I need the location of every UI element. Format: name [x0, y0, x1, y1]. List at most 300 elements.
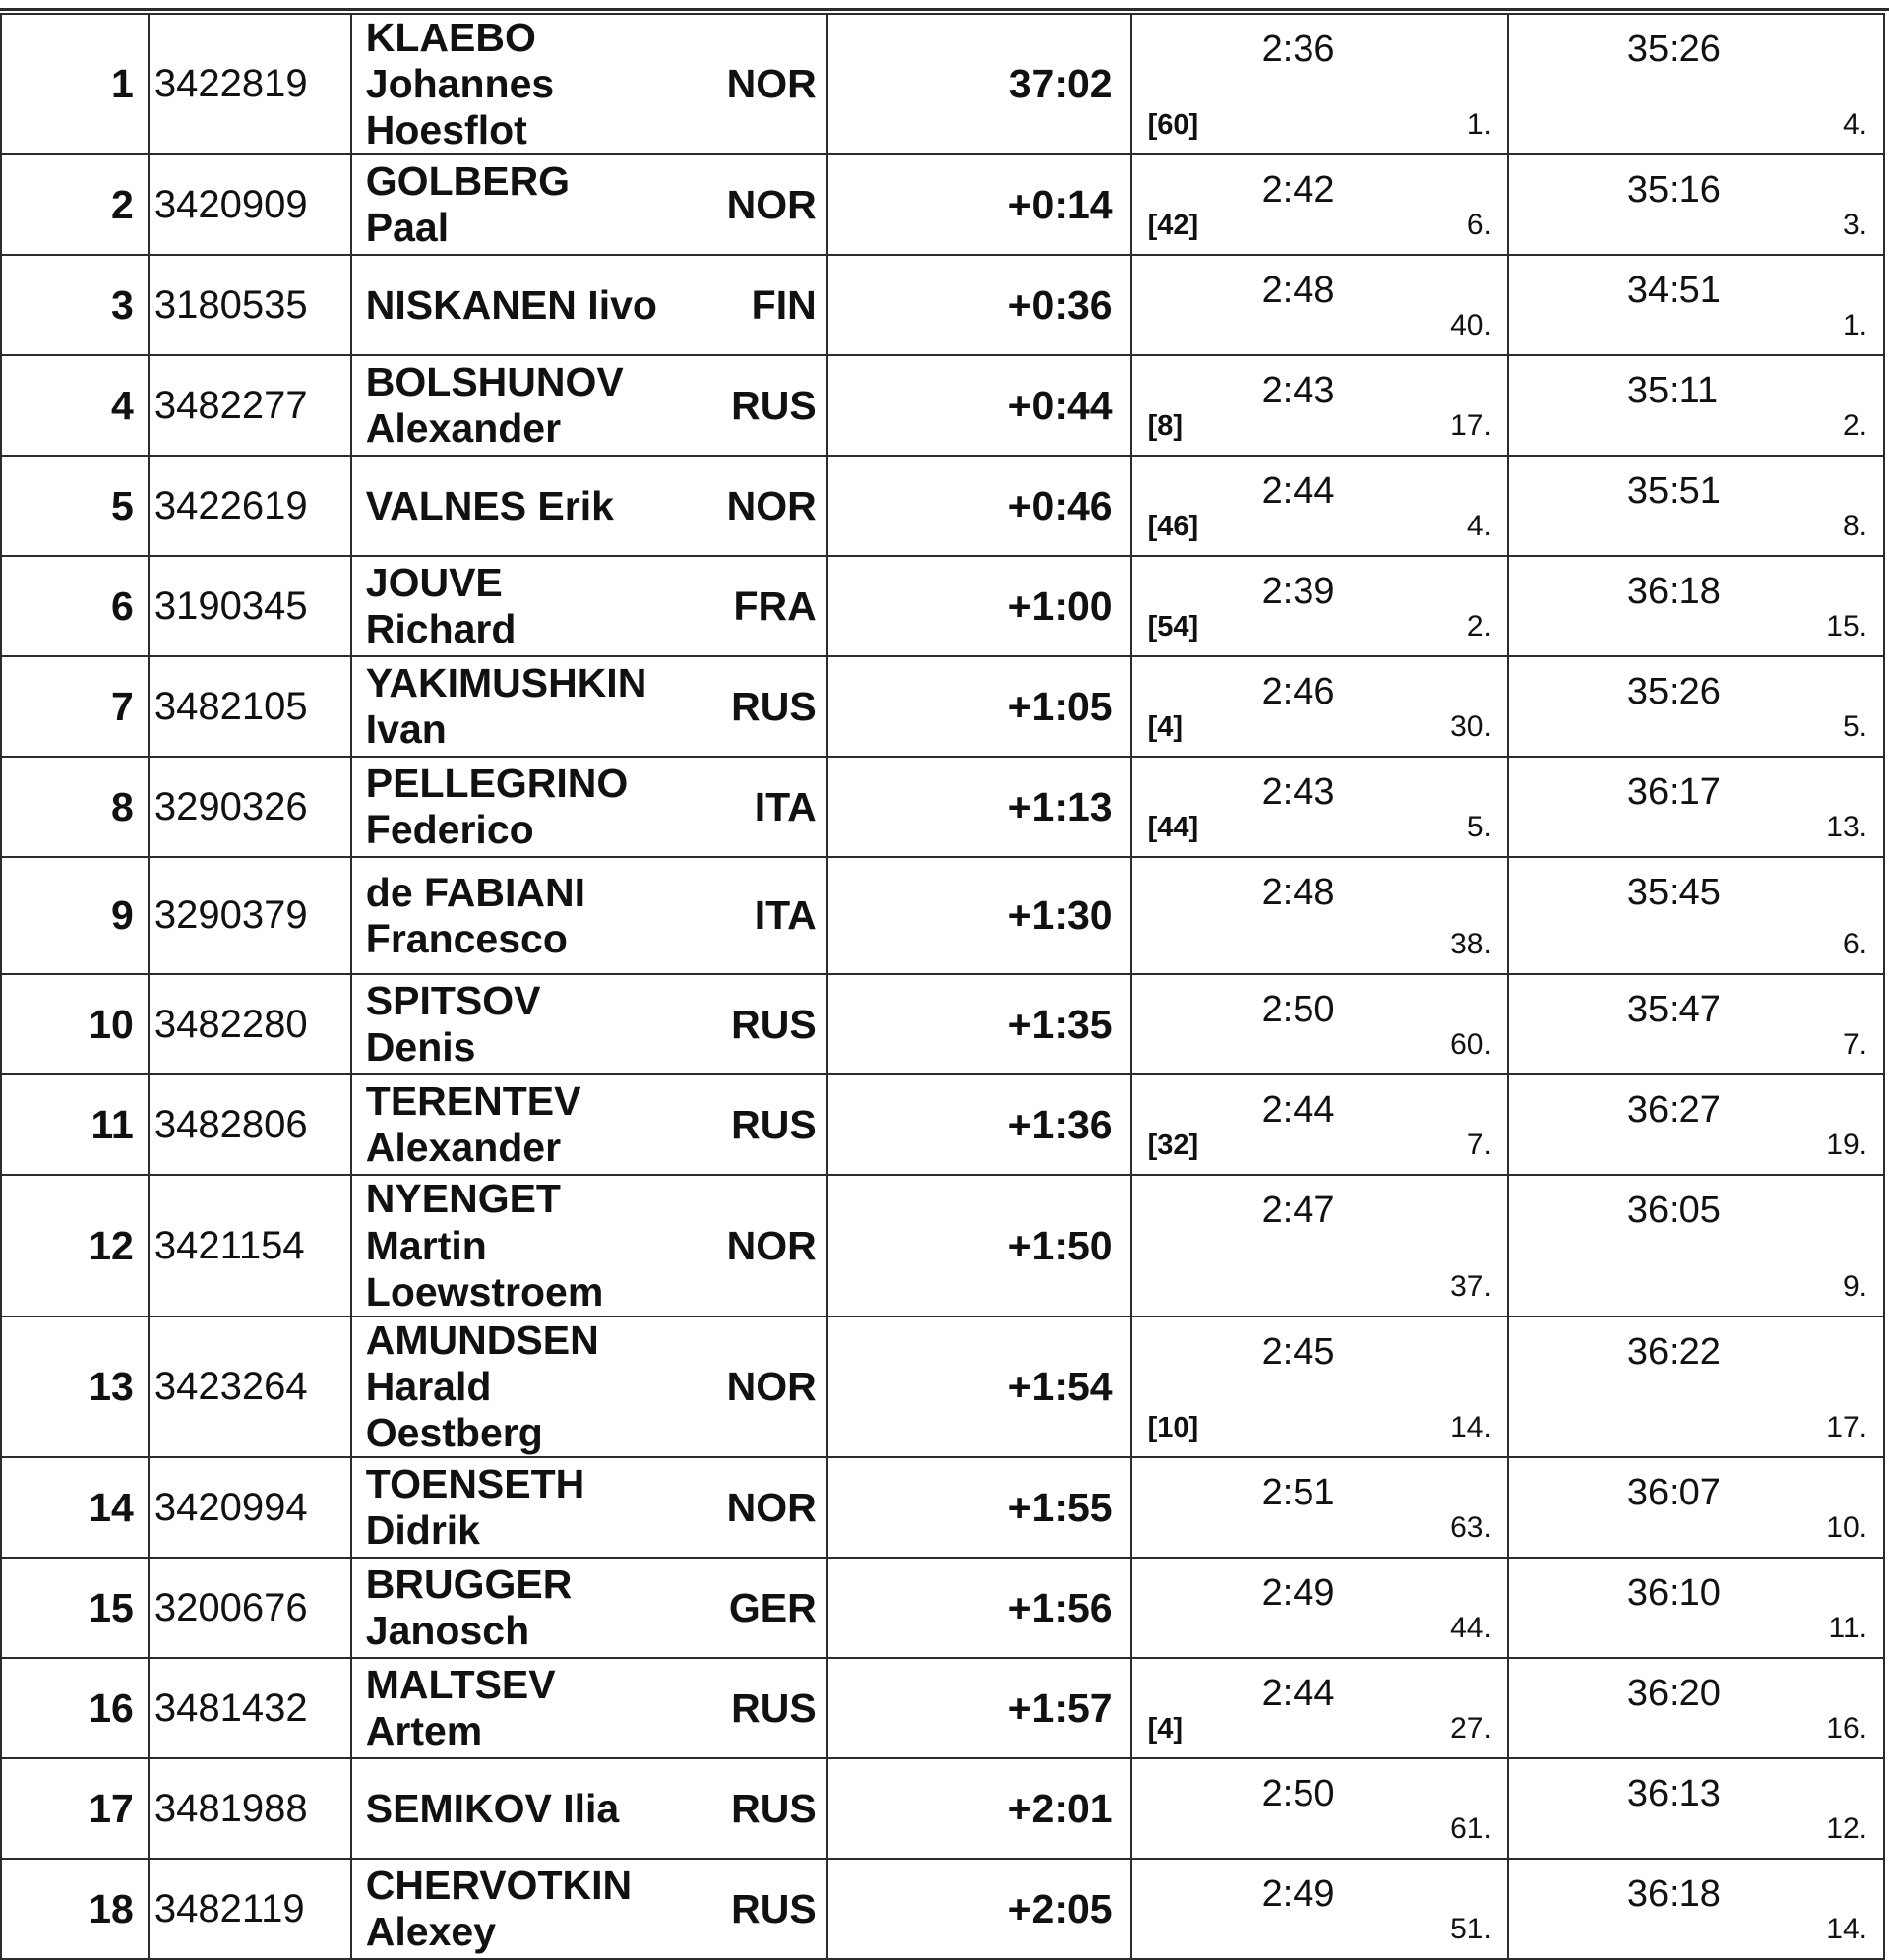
- table-row: [1, 857, 1884, 974]
- athlete-name: AMUNDSEN Harald Oestberg: [365, 1317, 599, 1456]
- fis-code-cell: [149, 1658, 351, 1758]
- split-rank: 51.: [1450, 1913, 1492, 1946]
- time-cell: [827, 456, 1131, 556]
- rank: 7: [111, 683, 134, 729]
- athlete-name: VALNES Erik: [365, 482, 614, 528]
- final-time: 36:05: [1626, 1190, 1721, 1232]
- rank: 13: [89, 1364, 134, 1410]
- fis-code: 3482280: [153, 1002, 308, 1046]
- final-rank: 7.: [1842, 1028, 1867, 1062]
- final-cell: [1508, 974, 1884, 1074]
- athlete-cell: [351, 556, 827, 656]
- bonus-points: [8]: [1147, 410, 1184, 443]
- nation-code: NOR: [726, 1484, 817, 1530]
- fis-code-cell: [149, 1175, 351, 1316]
- final-time: 36:22: [1626, 1330, 1721, 1373]
- time-cell: [827, 857, 1131, 974]
- time-cell: [827, 1658, 1131, 1758]
- rank-cell: [1, 1175, 149, 1316]
- athlete-name: BOLSHUNOV Alexander: [365, 359, 624, 452]
- final-cell: [1508, 1317, 1884, 1457]
- final-cell: [1508, 355, 1884, 456]
- table-row: [1, 1658, 1884, 1758]
- table-row: [1, 154, 1884, 255]
- fis-code: 3482277: [153, 383, 308, 427]
- fis-code-cell: [149, 14, 351, 154]
- rank-cell: [1, 255, 149, 355]
- rank-cell: [1, 556, 149, 656]
- final-rank: 8.: [1842, 510, 1867, 543]
- fis-code: 3180535: [153, 282, 308, 327]
- fis-code: 3482119: [153, 1886, 305, 1930]
- split-cell: [1131, 355, 1508, 456]
- final-cell: [1508, 1558, 1884, 1658]
- fis-code: 3420909: [153, 182, 308, 226]
- split-rank: 40.: [1450, 309, 1492, 342]
- split-cell: [1131, 1859, 1508, 1959]
- rank: 3: [111, 281, 134, 328]
- bonus-points: [44]: [1147, 812, 1199, 844]
- rank: 17: [89, 1785, 134, 1831]
- split-cell: [1131, 1317, 1508, 1457]
- athlete-cell: [351, 154, 827, 255]
- table-row: [1, 456, 1884, 556]
- table-row: [1, 556, 1884, 656]
- final-time: 35:26: [1626, 671, 1721, 713]
- fis-code-cell: [149, 255, 351, 355]
- final-time: 35:45: [1626, 872, 1721, 914]
- split-rank: 44.: [1450, 1612, 1492, 1645]
- nation-code: NOR: [726, 181, 817, 227]
- split-cell: [1131, 255, 1508, 355]
- rank-cell: [1, 974, 149, 1074]
- fis-code-cell: [149, 1457, 351, 1558]
- bonus-points: [10]: [1147, 1412, 1199, 1444]
- final-rank: 13.: [1826, 811, 1867, 844]
- fis-code-cell: [149, 974, 351, 1074]
- final-cell: [1508, 1074, 1884, 1175]
- total-time: +1:56: [1007, 1584, 1113, 1630]
- total-time: +0:14: [1007, 181, 1113, 227]
- fis-code: 3482105: [153, 684, 308, 728]
- split-time: 2:45: [1261, 1330, 1335, 1373]
- total-time: +1:55: [1007, 1484, 1113, 1530]
- athlete-cell: [351, 974, 827, 1074]
- final-cell: [1508, 456, 1884, 556]
- split-rank: 61.: [1450, 1812, 1492, 1846]
- split-cell: [1131, 556, 1508, 656]
- fis-code-cell: [149, 1317, 351, 1457]
- final-rank: 6.: [1842, 928, 1867, 961]
- rank: 6: [111, 582, 134, 629]
- split-rank: 17.: [1450, 409, 1492, 443]
- time-cell: [827, 556, 1131, 656]
- final-time: 36:10: [1626, 1572, 1721, 1615]
- time-cell: [827, 1317, 1131, 1457]
- final-time: 36:20: [1626, 1673, 1721, 1715]
- table-row: [1, 1558, 1884, 1658]
- nation-code: NOR: [726, 482, 817, 528]
- time-cell: [827, 1859, 1131, 1959]
- athlete-name: BRUGGER Janosch: [365, 1562, 573, 1654]
- split-time: 2:49: [1261, 1873, 1335, 1916]
- bonus-points: [42]: [1147, 210, 1199, 242]
- split-time: 2:50: [1261, 989, 1335, 1031]
- athlete-name: TERENTEV Alexander: [365, 1078, 581, 1171]
- athlete-cell: [351, 255, 827, 355]
- fis-code: 3421154: [153, 1223, 305, 1267]
- final-cell: [1508, 1658, 1884, 1758]
- total-time: +1:13: [1007, 783, 1113, 829]
- final-time: 36:17: [1626, 771, 1721, 814]
- time-cell: [827, 656, 1131, 757]
- split-rank: 1.: [1466, 108, 1492, 142]
- nation-code: RUS: [731, 1001, 817, 1047]
- rank-cell: [1, 456, 149, 556]
- rank-cell: [1, 355, 149, 456]
- time-cell: [827, 154, 1131, 255]
- athlete-name: GOLBERG Paal: [365, 158, 571, 251]
- rank: 5: [111, 482, 134, 528]
- split-time: 2:51: [1261, 1472, 1335, 1514]
- rank: 11: [91, 1101, 134, 1147]
- split-rank: 7.: [1466, 1129, 1492, 1162]
- split-time: 2:48: [1261, 872, 1335, 914]
- bonus-points: [4]: [1147, 711, 1184, 744]
- table-row: [1, 1175, 1884, 1316]
- split-time: 2:48: [1261, 270, 1335, 312]
- athlete-cell: [351, 1317, 827, 1457]
- split-time: 2:47: [1261, 1190, 1335, 1232]
- athlete-cell: [351, 1457, 827, 1558]
- time-cell: [827, 1758, 1131, 1859]
- table-row: [1, 1074, 1884, 1175]
- total-time: +0:36: [1007, 281, 1113, 328]
- athlete-cell: [351, 14, 827, 154]
- split-rank: 5.: [1466, 811, 1492, 844]
- fis-code-cell: [149, 456, 351, 556]
- split-rank: 60.: [1450, 1028, 1492, 1062]
- athlete-name: TOENSETH Didrik: [365, 1461, 585, 1554]
- total-time: +1:35: [1007, 1001, 1113, 1047]
- split-cell: [1131, 1558, 1508, 1658]
- fis-code-cell: [149, 656, 351, 757]
- rank-cell: [1, 1074, 149, 1175]
- time-cell: [827, 1175, 1131, 1316]
- split-cell: [1131, 154, 1508, 255]
- rank-cell: [1, 1758, 149, 1859]
- nation-code: FIN: [751, 281, 817, 328]
- results-body: [1, 14, 1884, 1959]
- rank: 4: [111, 382, 134, 428]
- athlete-cell: [351, 1175, 827, 1316]
- final-time: 35:51: [1626, 470, 1721, 513]
- time-cell: [827, 14, 1131, 154]
- final-cell: [1508, 1175, 1884, 1316]
- nation-code: RUS: [731, 382, 817, 428]
- athlete-name: de FABIANI Francesco: [365, 869, 586, 961]
- athlete-cell: [351, 1558, 827, 1658]
- final-time: 36:07: [1626, 1472, 1721, 1514]
- rank: 10: [89, 1001, 134, 1047]
- fis-code: 3422619: [153, 483, 308, 527]
- athlete-cell: [351, 1658, 827, 1758]
- fis-code: 3290379: [153, 893, 308, 938]
- final-cell: [1508, 154, 1884, 255]
- split-cell: [1131, 456, 1508, 556]
- fis-code-cell: [149, 1758, 351, 1859]
- nation-code: RUS: [731, 1101, 817, 1147]
- athlete-cell: [351, 1074, 827, 1175]
- rank-cell: [1, 857, 149, 974]
- nation-code: RUS: [731, 1785, 817, 1831]
- split-rank: 30.: [1450, 710, 1492, 744]
- split-time: 2:39: [1261, 571, 1335, 613]
- final-cell: [1508, 255, 1884, 355]
- athlete-cell: [351, 857, 827, 974]
- final-rank: 14.: [1826, 1913, 1867, 1946]
- final-rank: 12.: [1826, 1812, 1867, 1846]
- fis-code-cell: [149, 556, 351, 656]
- final-cell: [1508, 1457, 1884, 1558]
- athlete-name: MALTSEV Artem: [365, 1662, 556, 1754]
- nation-code: FRA: [733, 582, 817, 629]
- split-cell: [1131, 1457, 1508, 1558]
- split-rank: 14.: [1450, 1411, 1492, 1444]
- table-row: [1, 1758, 1884, 1859]
- fis-code-cell: [149, 154, 351, 255]
- split-time: 2:44: [1261, 470, 1335, 513]
- final-time: 36:27: [1626, 1089, 1721, 1132]
- rank: 16: [89, 1684, 134, 1731]
- fis-code-cell: [149, 857, 351, 974]
- split-cell: [1131, 974, 1508, 1074]
- athlete-name: KLAEBO Johannes Hoesflot: [365, 15, 555, 153]
- bonus-points: [60]: [1147, 109, 1199, 142]
- athlete-cell: [351, 757, 827, 857]
- split-time: 2:36: [1261, 29, 1335, 70]
- table-row: [1, 1317, 1884, 1457]
- nation-code: NOR: [726, 61, 817, 107]
- table-row: [1, 656, 1884, 757]
- split-rank: 4.: [1466, 510, 1492, 543]
- fis-code: 3200676: [153, 1585, 308, 1629]
- fis-code: 3190345: [153, 583, 308, 628]
- final-time: 35:16: [1626, 169, 1721, 212]
- split-time: 2:50: [1261, 1773, 1335, 1815]
- final-time: 36:13: [1626, 1773, 1721, 1815]
- athlete-cell: [351, 656, 827, 757]
- final-cell: [1508, 656, 1884, 757]
- athlete-cell: [351, 1859, 827, 1959]
- table-row: [1, 14, 1884, 154]
- final-rank: 17.: [1826, 1411, 1867, 1444]
- time-cell: [827, 1558, 1131, 1658]
- split-time: 2:43: [1261, 771, 1335, 814]
- split-cell: [1131, 656, 1508, 757]
- results-table: [0, 13, 1885, 1960]
- nation-code: NOR: [726, 1222, 817, 1268]
- rank: 12: [89, 1222, 134, 1268]
- athlete-name: NISKANEN Iivo: [365, 281, 657, 328]
- time-cell: [827, 1074, 1131, 1175]
- fis-code: 3290326: [153, 784, 308, 828]
- final-rank: 3.: [1842, 209, 1867, 242]
- split-cell: [1131, 1074, 1508, 1175]
- rank: 14: [89, 1484, 134, 1530]
- split-cell: [1131, 1658, 1508, 1758]
- fis-code-cell: [149, 1074, 351, 1175]
- split-time: 2:44: [1261, 1673, 1335, 1715]
- total-time: +0:44: [1007, 382, 1113, 428]
- rank-cell: [1, 154, 149, 255]
- fis-code: 3422819: [153, 62, 308, 106]
- final-rank: 15.: [1826, 610, 1867, 643]
- fis-code: 3420994: [153, 1485, 308, 1529]
- nation-code: RUS: [731, 1684, 817, 1731]
- split-time: 2:43: [1261, 370, 1335, 412]
- fis-code: 3423264: [153, 1365, 308, 1409]
- final-time: 36:18: [1626, 1873, 1721, 1916]
- table-row: [1, 757, 1884, 857]
- rank: 15: [89, 1584, 134, 1630]
- final-time: 35:47: [1626, 989, 1721, 1031]
- nation-code: ITA: [754, 783, 817, 829]
- total-time: +1:54: [1007, 1364, 1113, 1410]
- split-rank: 27.: [1450, 1712, 1492, 1746]
- final-cell: [1508, 1758, 1884, 1859]
- athlete-name: SEMIKOV Ilia: [365, 1785, 620, 1831]
- rank: 18: [89, 1885, 134, 1931]
- split-time: 2:44: [1261, 1089, 1335, 1132]
- table-row: [1, 1859, 1884, 1959]
- table-row: [1, 974, 1884, 1074]
- athlete-name: CHERVOTKIN Alexey: [365, 1863, 633, 1955]
- final-time: 35:11: [1626, 370, 1719, 412]
- time-cell: [827, 255, 1131, 355]
- fis-code: 3481432: [153, 1685, 308, 1730]
- final-rank: 4.: [1842, 108, 1867, 142]
- total-time: +1:30: [1007, 892, 1113, 939]
- athlete-name: SPITSOV Denis: [365, 978, 541, 1071]
- rank-cell: [1, 14, 149, 154]
- rank: 8: [111, 783, 134, 829]
- total-time: +1:36: [1007, 1101, 1113, 1147]
- rank-cell: [1, 757, 149, 857]
- rank-cell: [1, 1317, 149, 1457]
- nation-code: ITA: [754, 892, 817, 939]
- fis-code: 3482806: [153, 1102, 308, 1146]
- final-time: 34:51: [1626, 270, 1721, 312]
- total-time: +1:50: [1007, 1222, 1113, 1268]
- rank-cell: [1, 656, 149, 757]
- final-rank: 19.: [1826, 1129, 1867, 1162]
- rank: 1: [111, 61, 134, 107]
- athlete-cell: [351, 1758, 827, 1859]
- final-rank: 11.: [1828, 1612, 1867, 1645]
- fis-code: 3481988: [153, 1786, 308, 1830]
- total-time: +1:00: [1007, 582, 1113, 629]
- bonus-points: [4]: [1147, 1713, 1184, 1746]
- split-cell: [1131, 857, 1508, 974]
- final-time: 35:26: [1626, 29, 1721, 70]
- final-rank: 16.: [1826, 1712, 1867, 1746]
- rank-cell: [1, 1457, 149, 1558]
- split-rank: 38.: [1450, 928, 1492, 961]
- athlete-name: YAKIMUSHKIN Ivan: [365, 660, 647, 753]
- total-time: +2:01: [1007, 1785, 1113, 1831]
- time-cell: [827, 1457, 1131, 1558]
- total-time: +0:46: [1007, 482, 1113, 528]
- final-cell: [1508, 857, 1884, 974]
- split-cell: [1131, 757, 1508, 857]
- rank: 9: [111, 892, 134, 939]
- athlete-name: NYENGET Martin Loewstroem: [365, 1176, 604, 1315]
- total-time: +2:05: [1007, 1885, 1113, 1931]
- nation-code: NOR: [726, 1364, 817, 1410]
- final-time: 36:18: [1626, 571, 1721, 613]
- total-time: +1:57: [1007, 1684, 1113, 1731]
- nation-code: RUS: [731, 1885, 817, 1931]
- time-cell: [827, 974, 1131, 1074]
- fis-code-cell: [149, 355, 351, 456]
- final-cell: [1508, 556, 1884, 656]
- split-time: 2:42: [1261, 169, 1335, 212]
- split-rank: 63.: [1450, 1511, 1492, 1545]
- final-rank: 9.: [1842, 1269, 1867, 1303]
- rank-cell: [1, 1859, 149, 1959]
- total-time: +1:05: [1007, 683, 1113, 729]
- rank-cell: [1, 1658, 149, 1758]
- athlete-name: PELLEGRINO Federico: [365, 761, 629, 853]
- fis-code-cell: [149, 757, 351, 857]
- table-row: [1, 255, 1884, 355]
- final-cell: [1508, 14, 1884, 154]
- nation-code: RUS: [731, 683, 817, 729]
- top-rule: [0, 8, 1889, 11]
- table-row: [1, 1457, 1884, 1558]
- final-rank: 5.: [1842, 710, 1867, 744]
- split-cell: [1131, 1758, 1508, 1859]
- bonus-points: [46]: [1147, 511, 1199, 543]
- rank: 2: [111, 181, 134, 227]
- split-rank: 6.: [1466, 209, 1492, 242]
- final-cell: [1508, 757, 1884, 857]
- time-cell: [827, 355, 1131, 456]
- rank-cell: [1, 1558, 149, 1658]
- athlete-cell: [351, 355, 827, 456]
- split-time: 2:49: [1261, 1572, 1335, 1615]
- fis-code-cell: [149, 1859, 351, 1959]
- split-rank: 37.: [1450, 1269, 1492, 1303]
- time-cell: [827, 757, 1131, 857]
- table-row: [1, 355, 1884, 456]
- final-rank: 10.: [1826, 1511, 1867, 1545]
- total-time: 37:02: [1008, 61, 1113, 107]
- split-rank: 2.: [1466, 610, 1492, 643]
- split-cell: [1131, 14, 1508, 154]
- final-cell: [1508, 1859, 1884, 1959]
- bonus-points: [54]: [1147, 611, 1199, 643]
- fis-code-cell: [149, 1558, 351, 1658]
- bonus-points: [32]: [1147, 1130, 1199, 1162]
- split-time: 2:46: [1261, 671, 1335, 713]
- final-rank: 1.: [1842, 309, 1867, 342]
- nation-code: GER: [728, 1584, 817, 1630]
- athlete-cell: [351, 456, 827, 556]
- split-cell: [1131, 1175, 1508, 1316]
- athlete-name: JOUVE Richard: [365, 560, 517, 652]
